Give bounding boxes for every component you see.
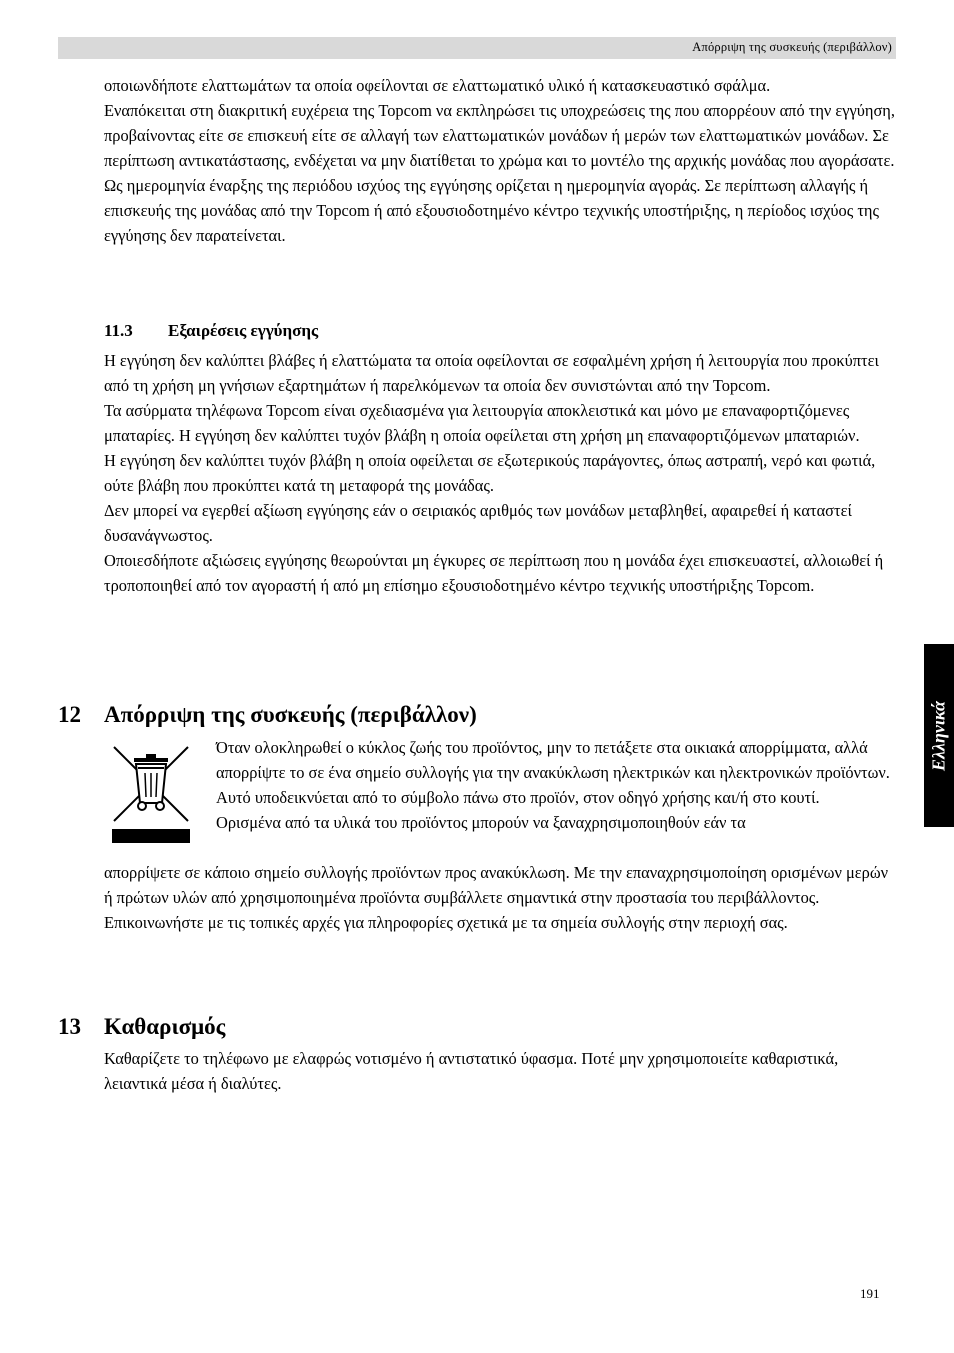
running-header-bar	[58, 37, 896, 59]
paragraph: Εναπόκειται στη διακριτική ευχέρεια της Topcom να εκπληρώσει τις υποχρεώσεις της που απορρέουν από την εγγύηση, προβαίνοντας είτε σε επισκευή είτε σε αλλαγή των ελαττωματικών μονάδων ή μερών των ελαττωματικών μονάδων. Σε περίπτωση αντικατάστασης, ενδέχεται να μην διατίθεται το χρώμα και το μοντέλο της αρχικής μονάδας που αγοράσατε.	[104, 101, 895, 170]
language-label: Ελληνικά	[928, 700, 949, 771]
running-header-title: Απόρριψη της συσκευής (περιβάλλον)	[692, 40, 892, 54]
disposal-text	[104, 860, 896, 935]
paragraph: Ως ημερομηνία έναρξης της περιόδου ισχύος της εγγύησης ορίζεται η ημερομηνία αγοράς. Σε περίπτωση αλλαγής ή επισκευής της μονάδας από την Topcom ή από εξουσιοδοτημένο κέντρο τεχνικής υποστήριξης, η περίοδος ισχύος της εγγύησης δεν παρατείνεται.	[104, 176, 879, 245]
paragraph: απορρίψετε σε κάποιο σημείο συλλογής προϊόντων προς ανακύκλωση. Με την επαναχρησιμοποίηση ορισμένων μερών ή πρώτων υλών από χρησιμοποιημένα προϊόντα συμβάλλετε σημαντικά στην προστασία του περιβάλλοντος.	[104, 863, 889, 907]
paragraph-line: Ορισμένα από τα υλικά του προϊόντος μπορούν να ξαναχρησιμοποιηθούν εάν τα	[216, 813, 746, 832]
disposal-text-beside-icon	[216, 735, 896, 835]
paragraph: Η εγγύηση δεν καλύπτει τυχόν βλάβη η οποία οφείλεται σε εξωτερικούς παράγοντες, όπως αστραπή, νερό και φωτιά, ούτε βλάβη που προκύπτει κατά τη μεταφορά της μονάδας.	[104, 451, 876, 495]
page-number: 191	[860, 1286, 880, 1301]
chapter-title: Καθαρισμός	[104, 1014, 226, 1039]
paragraph: Επικοινωνήστε με τις τοπικές αρχές για πληροφορίες σχετικά με τα σημεία συλλογής στην περιοχή σας.	[104, 913, 788, 932]
section-heading-11-3	[104, 318, 318, 343]
paragraph: Δεν μπορεί να εγερθεί αξίωση εγγύησης εάν ο σειριακός αριθμός των μονάδων μεταβληθεί, αφαιρεθεί ή καταστεί δυσανάγνωστος.	[104, 501, 852, 545]
chapter-heading-13	[58, 1012, 225, 1042]
paragraph: Καθαρίζετε το τηλέφωνο με ελαφρώς νοτισμένο ή αντιστατικό ύφασμα. Ποτέ μην χρησιμοποιείτε καθαριστικά, λειαντικά μέσα ή διαλύτες.	[104, 1049, 839, 1093]
paragraph: Τα ασύρματα τηλέφωνα Topcom είναι σχεδιασμένα για λειτουργία αποκλειστικά και μόνο με επαναφορτιζόμενες μπαταρίες. Η εγγύηση δεν καλύπτει τυχόν βλάβη η οποία οφείλεται στη χρήση μη επαναφορτιζόμενων μπαταριών.	[104, 401, 860, 445]
warranty-continued-text	[104, 73, 896, 248]
crossed-out-wheelie-bin-icon	[112, 745, 190, 843]
cleaning-text	[104, 1046, 896, 1096]
chapter-number: 12	[58, 702, 81, 727]
chapter-title: Απόρριψη της συσκευής (περιβάλλον)	[104, 702, 477, 727]
section-number: 11.3	[104, 321, 133, 340]
paragraph: οποιωνδήποτε ελαττωμάτων τα οποία οφείλονται σε ελαττωματικό υλικό ή κατασκευαστικό σφάλμα.	[104, 76, 771, 95]
section-title: Εξαιρέσεις εγγύησης	[168, 321, 319, 340]
paragraph: Η εγγύηση δεν καλύπτει βλάβες ή ελαττώματα τα οποία οφείλονται σε εσφαλμένη χρήση ή λειτουργία που προκύπτει από τη χρήση μη γνήσιων εξαρτημάτων ή παρελκόμενων τα οποία δεν συνιστώνται από την Topcom.	[104, 351, 879, 395]
paragraph: Όταν ολοκληρωθεί ο κύκλος ζωής του προϊόντος, μην το πετάξετε στα οικιακά απορρίμματα, αλλά απορρίψτε το σε ένα σημείο συλλογής για την ανακύκλωση ηλεκτρικών και ηλεκτρονικών προϊόντων. Αυτό υποδεικνύεται από το σύμβολο πάνω στο προϊόν, στον οδηγό χρήσης και/ή στο κουτί.	[216, 738, 890, 807]
chapter-heading-12	[58, 700, 477, 730]
warranty-exclusions-text	[104, 348, 896, 598]
language-side-tab	[924, 644, 954, 827]
paragraph: Οποιεσδήποτε αξιώσεις εγγύησης θεωρούνται μη έγκυρες σε περίπτωση που η μονάδα έχει επισκευαστεί, αλλοιωθεί ή τροποποιηθεί από τον αγοραστή ή από μη επίσημο εξουσιοδοτημένο κέντρο τεχνικής υποστήριξης Topcom.	[104, 551, 884, 595]
chapter-number: 13	[58, 1014, 81, 1039]
